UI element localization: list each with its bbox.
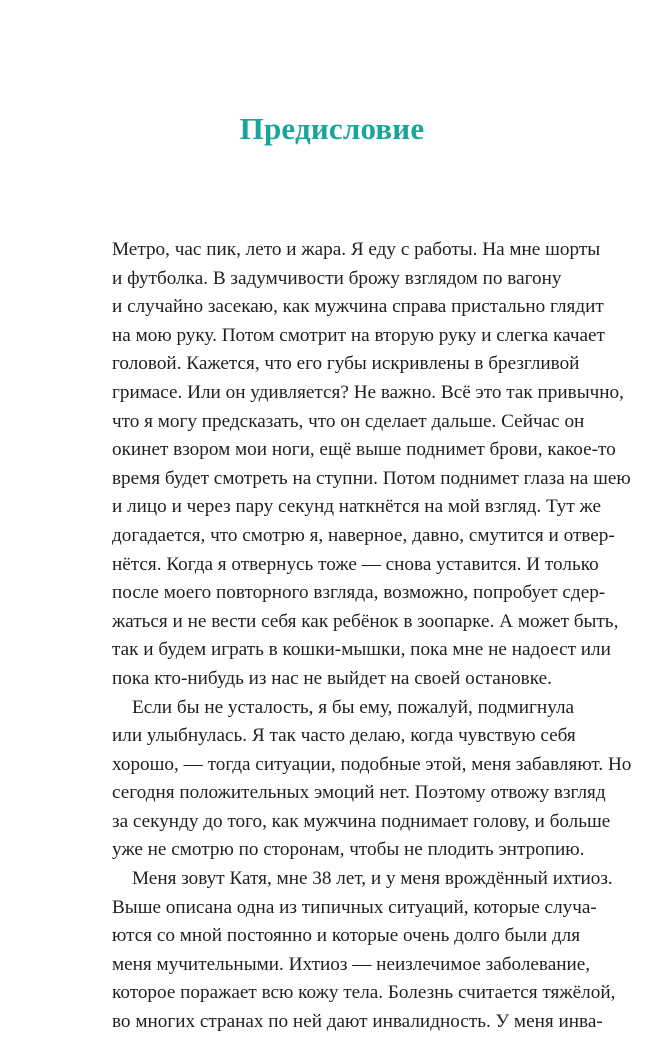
paragraph bbox=[112, 694, 632, 866]
text-line: Выше описана одна из типичных ситуаций, которые случа- bbox=[112, 896, 597, 918]
text-line: после моего повторного взгляда, возможно, попробует сдер- bbox=[112, 582, 606, 604]
text-line: ются со мной постоянно и которые очень долго были для bbox=[112, 925, 581, 947]
text-line: головой. Кажется, что его губы искривлены в брезгливой bbox=[112, 353, 580, 375]
text-line: или улыбнулась. Я так часто делаю, когда чувствую себя bbox=[112, 725, 576, 747]
text-line: и случайно засекаю, как мужчина справа пристально глядит bbox=[112, 296, 604, 318]
text-line: догадается, что смотрю я, наверное, давно, смутится и отвер- bbox=[112, 524, 615, 546]
paragraph bbox=[112, 236, 631, 694]
text-line: гримасе. Или он удивляется? Не важно. Всё это так привычно, bbox=[112, 381, 624, 403]
text-line: Если бы не усталость, я бы ему, пожалуй, подмигнула bbox=[132, 696, 575, 718]
text-line: так и будем играть в кошки-мышки, пока мне не надоест или bbox=[112, 639, 611, 661]
text-line: уже не смотрю по сторонам, чтобы не плодить энтропию. bbox=[112, 839, 585, 861]
text-line: за секунду до того, как мужчина поднимает голову, и больше bbox=[112, 810, 611, 832]
text-line: время будет смотреть на ступни. Потом поднимет глаза на шею bbox=[112, 467, 631, 489]
text-line: Метро, час пик, лето и жара. Я еду с работы. На мне шорты bbox=[112, 239, 601, 260]
text-line: окинет взором мои ноги, ещё выше поднимет брови, какое-то bbox=[112, 439, 616, 461]
text-line: и лицо и через пару секунд наткнётся на мой взгляд. Тут же bbox=[112, 496, 602, 518]
text-line: которое поражает всю кожу тела. Болезнь считается тяжёлой, bbox=[112, 982, 616, 1004]
text-line: сегодня положительных эмоций нет. Поэтому отвожу взгляд bbox=[112, 782, 606, 804]
text-line: на мою руку. Потом смотрит на вторую руку и слегка качает bbox=[112, 324, 605, 346]
text-line: нётся. Когда я отвернусь тоже — снова уставится. И только bbox=[112, 553, 599, 575]
text-line: меня мучительными. Ихтиоз — неизлечимое заболевание, bbox=[112, 953, 591, 975]
paragraph bbox=[112, 865, 616, 1037]
text-line: жаться и не вести себя как ребёнок в зоопарке. А может быть, bbox=[112, 610, 619, 632]
text-line: что я могу предсказать, что он сделает дальше. Сейчас он bbox=[112, 410, 585, 432]
body-text bbox=[112, 236, 632, 1037]
text-line: Меня зовут Катя, мне 38 лет, и у меня врождённый ихтиоз. bbox=[132, 868, 613, 890]
text-line: хорошо, — тогда ситуации, подобные этой, меня забавляют. Но bbox=[112, 753, 632, 775]
text-line: и футболка. В задумчивости брожу взглядом по вагону bbox=[112, 267, 562, 289]
text-line: пока кто-нибудь из нас не выйдет на своей остановке. bbox=[112, 667, 552, 689]
chapter-title: Предисловие bbox=[239, 111, 425, 146]
text-line: во многих странах по ней дают инвалидность. У меня инва- bbox=[112, 1011, 603, 1033]
